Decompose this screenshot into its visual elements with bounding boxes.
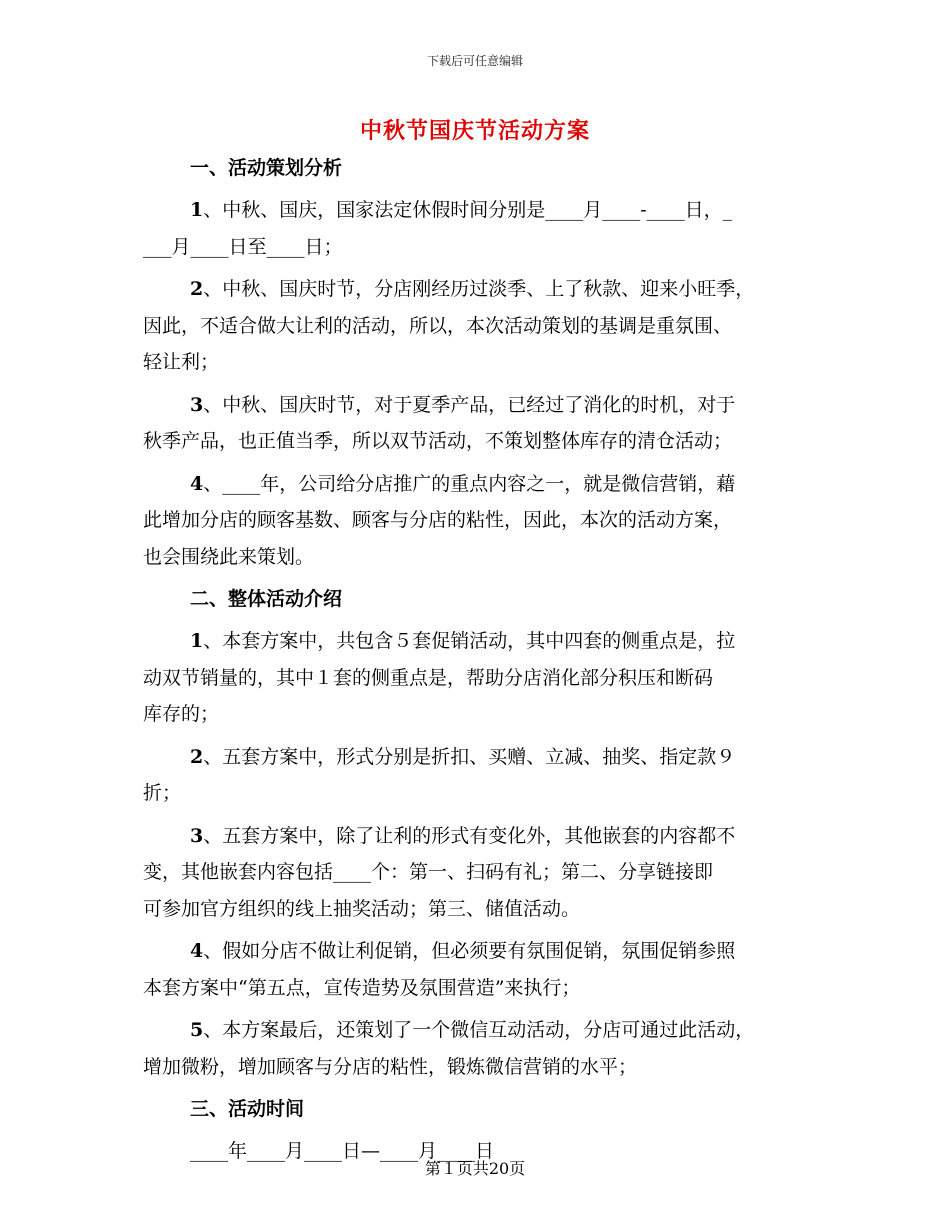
paragraph-line: 秋季产品，也正值当季，所以双节活动，不策划整体库存的清仓活动； bbox=[143, 430, 733, 452]
paragraph-number: 2 bbox=[190, 745, 204, 768]
paragraph bbox=[143, 192, 820, 265]
paragraph-line: 3、中秋、国庆时节，对于夏季产品，已经过了消化的时机，对于 bbox=[190, 393, 736, 416]
document-title: 中秋节国庆节活动方案 bbox=[359, 118, 590, 144]
paragraph-line: 轻让利； bbox=[143, 351, 220, 373]
paragraph-line: 1、本套方案中，共包含５套促销活动，其中四套的侧重点是，拉 bbox=[190, 630, 736, 652]
page-footer: 第１页共20页 bbox=[424, 1159, 526, 1178]
paragraph-line: 1、中秋、国庆，国家法定休假时间分别是____月____-____日，_ bbox=[190, 199, 733, 221]
paragraph-number: 4 bbox=[190, 472, 204, 495]
paragraph bbox=[143, 818, 820, 928]
paragraph bbox=[143, 739, 820, 812]
paragraph-number: 3 bbox=[190, 393, 204, 416]
paragraph-line: 2、五套方案中，形式分别是折扣、买赠、立减、抽奖、指定款９ bbox=[190, 745, 736, 768]
paragraph-line: 折； bbox=[143, 782, 182, 804]
paragraph-number: 1 bbox=[190, 199, 204, 221]
paragraph bbox=[143, 387, 820, 460]
paragraph-number: 3 bbox=[190, 824, 204, 847]
section-heading: 二、整体活动介绍 bbox=[190, 588, 343, 610]
paragraph-number: 4 bbox=[190, 940, 204, 962]
paragraph-line: 也会围绕此来策划。 bbox=[143, 545, 315, 568]
paragraph bbox=[143, 623, 820, 733]
section-heading: 一、活动策划分析 bbox=[190, 157, 343, 179]
document-body bbox=[143, 150, 820, 1176]
paragraph-line: 增加微粉，增加顾客与分店的粘性，锻炼微信营销的水平； bbox=[143, 1055, 638, 1078]
header-note: 下载后可任意编辑 bbox=[426, 54, 523, 68]
paragraph bbox=[143, 933, 820, 1006]
paragraph-line: 4、____年，公司给分店推广的重点内容之一，就是微信营销，藉 bbox=[190, 472, 736, 495]
paragraph bbox=[143, 271, 820, 381]
paragraph-line: 此增加分店的顾客基数、顾客与分店的粘性，因此，本次的活动方案， bbox=[143, 509, 733, 531]
paragraph-line: ____年____月____日—____月____日 bbox=[190, 1140, 495, 1162]
paragraph-line: 库存的； bbox=[143, 703, 220, 725]
paragraph bbox=[143, 466, 820, 576]
paragraph-line: 变，其他嵌套内容包括____个：第一、扫码有礼；第二、分享链接即 bbox=[143, 861, 714, 883]
section-heading: 三、活动时间 bbox=[190, 1098, 305, 1120]
paragraph-line: 2、中秋、国庆时节，分店刚经历过淡季、上了秋款、迎来小旺季， bbox=[190, 278, 755, 300]
paragraph-line: ___月____日至____日； bbox=[143, 235, 343, 258]
paragraph-line: 5、本方案最后，还策划了一个微信互动活动，分店可通过此活动， bbox=[190, 1019, 755, 1041]
paragraph-number: 5 bbox=[190, 1019, 204, 1041]
paragraph-line: 4、假如分店不做让利促销，但必须要有氛围促销，氛围促销参照 bbox=[190, 940, 736, 962]
paragraph-number: 2 bbox=[190, 278, 204, 300]
paragraph-line: 3、五套方案中，除了让利的形式有变化外，其他嵌套的内容都不 bbox=[190, 824, 736, 847]
paragraph-line: 动双节销量的，其中１套的侧重点是，帮助分店消化部分积压和断码 bbox=[143, 666, 714, 689]
paragraph-line: 本套方案中“第五点，宣传造势及氛围营造”来执行； bbox=[143, 976, 581, 999]
paragraph-line: 可参加官方组织的线上抽奖活动；第三、储值活动。 bbox=[143, 897, 581, 920]
paragraph-number: 1 bbox=[190, 630, 204, 652]
paragraph-line: 因此，不适合做大让利的活动，所以，本次活动策划的基调是重氛围、 bbox=[143, 314, 733, 337]
paragraph bbox=[143, 1012, 820, 1085]
